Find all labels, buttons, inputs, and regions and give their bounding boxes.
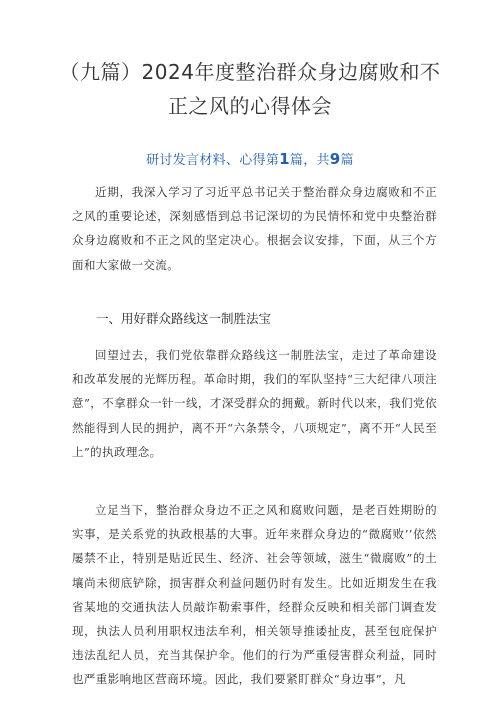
subtitle-prefix: 研讨发言材料、心得第	[146, 153, 280, 168]
title-line-2: 正之风的心得体会	[168, 94, 332, 118]
document-title	[40, 55, 460, 123]
paragraph-1: 回望过去，我们党依靠群众路线这一制胜法宝，走过了革命建设和改革发展的光辉历程。革命时期，我们的军队坚持“三大纪律八项注意”，不拿群众一针一线，才深受群众的拥戴。新时代以来，我们党依然能得到人民的拥护，离不开“六条禁令，八项规定”，离不开“人民至上”的执政理念。	[72, 348, 437, 459]
subtitle-current-number: 1	[279, 150, 290, 168]
document-subtitle	[40, 151, 460, 169]
subtitle-middle: 篇，共	[289, 153, 330, 168]
title-line-1: （九篇）2024年度整治群众身边腐败和不	[59, 60, 441, 84]
paragraph-2: 立足当下，整治群众身边不正之风和腐败问题，是老百姓期盼的实事，是关系党的执政根基的大事。近年来群众身边的“微腐败’’依然屡禁不止，特别是贴近民生、经济、社会等领域，滋生“微腐败”的土壤尚未彻底铲除，损害群众利益问题仍时有发生。比如近期发生在我省某地的交通执法人员敲诈勒索事件，经群众反映和相关部门调查发现，执法人员利用职权违法牟利，相关领导推诿扯皮，甚至包庇保护违法乱纪人员，充当其保护伞。他们的行为严重侵害群众利益，同时也严重影响地区营商环境。因此，我们要紧盯群众“身边事”，凡	[72, 503, 437, 687]
section-heading-1: 一、用好群众路线这一制胜法宝	[96, 311, 272, 326]
paragraph-intro: 近期，我深入学习了习近平总书记关于整治群众身边腐败和不正之风的重要论述，深刻感悟到总书记深切的为民情怀和党中央整治群众身边腐败和不正之风的坚定决心。根据会议安排，下面，从三个方面和大家做一交流。	[72, 185, 437, 272]
subtitle-suffix: 篇	[340, 153, 354, 168]
subtitle-total-number: 9	[329, 150, 341, 168]
